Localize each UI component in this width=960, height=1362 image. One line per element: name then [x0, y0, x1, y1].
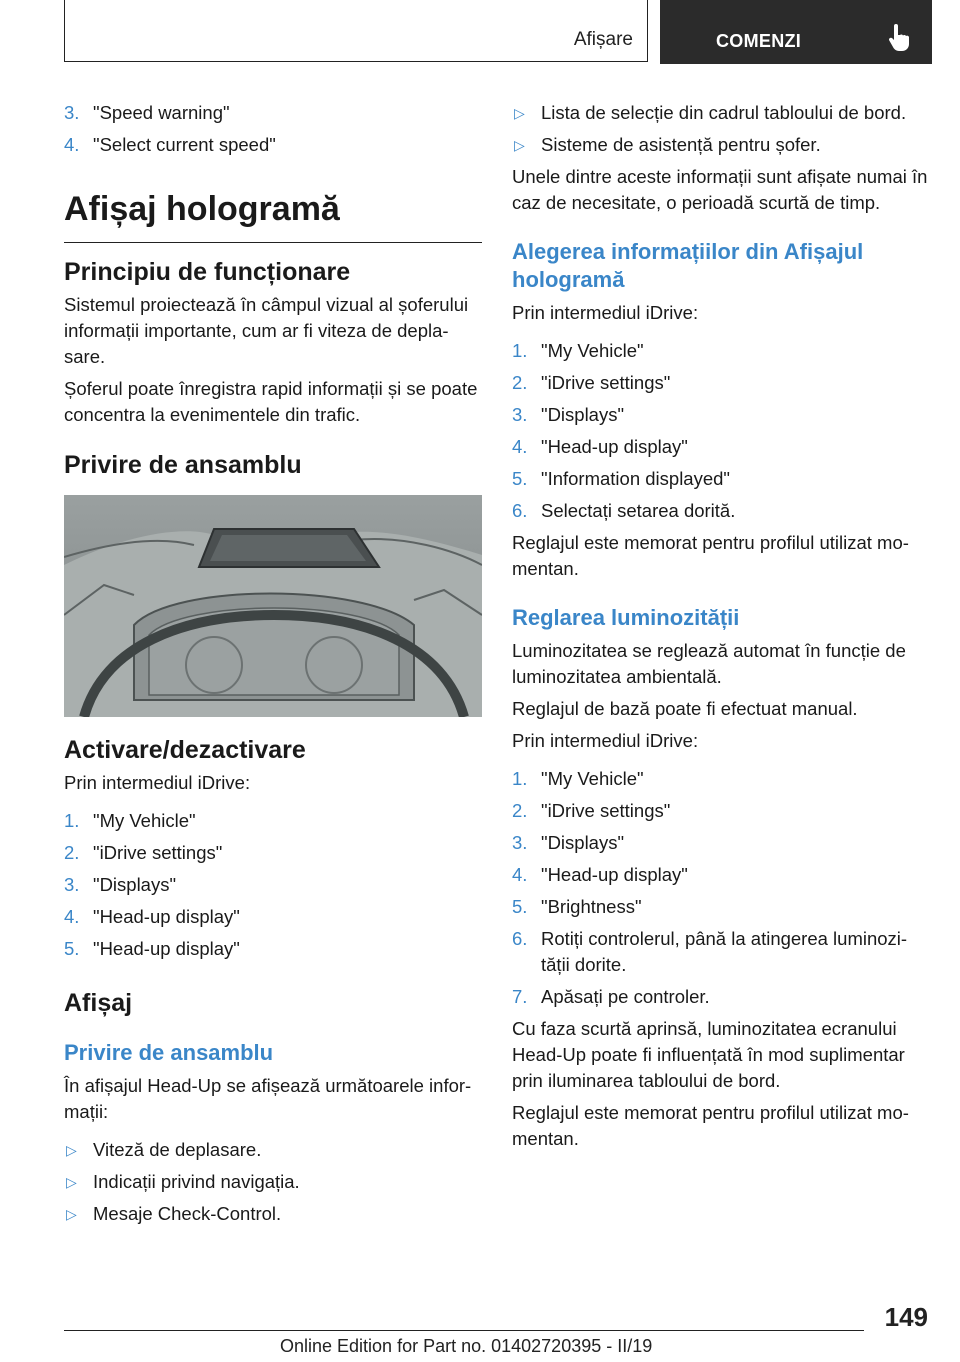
bullet-text: Indicații privind navigația. [93, 1171, 300, 1192]
brightness-paragraph-1: Luminozitatea se reglează automat în funcție de luminozitatea ambientală. [512, 640, 906, 687]
list-item [512, 984, 930, 1010]
list-number: 2. [512, 372, 528, 393]
list-number: 5. [512, 468, 528, 489]
edition-text: Online Edition for Part no. 01402720395 - II/19 [280, 1336, 653, 1356]
dashboard-illustration [64, 495, 482, 717]
list-item [512, 830, 930, 856]
list-text: Apăsați pe controler. [541, 986, 710, 1007]
list-number: 4. [64, 134, 80, 155]
list-number: 7. [512, 986, 528, 1007]
list-text: "Displays" [541, 832, 625, 853]
choose-note: Reglajul este memorat pentru profilul utilizat mo-mentan. [512, 532, 909, 579]
list-text: "Select current speed" [93, 134, 276, 155]
list-text: "iDrive settings" [541, 800, 671, 821]
title-rule [64, 242, 482, 243]
principle-paragraph-2: Șoferul poate înregistra rapid informații și se poate concentra la evenimentele din trafic. [64, 378, 478, 425]
footer-rule [64, 1330, 864, 1331]
list-item [64, 132, 482, 158]
bullet-text: Viteză de deplasare. [93, 1139, 262, 1160]
list-text: "Head-up display" [541, 436, 688, 457]
bullet-triangle-icon: ▷ [514, 137, 525, 153]
principle-paragraph-1: Sistemul proiectează în câmpul vizual al șoferului informații importante, cum ar fi viteza de depla-sare. [64, 294, 469, 367]
list-text: "Head-up display" [541, 864, 688, 885]
list-number: 6. [512, 928, 528, 949]
chapter-title: Afișaj hologramă [64, 190, 340, 228]
list-text: "iDrive settings" [541, 372, 671, 393]
list-item [64, 872, 482, 898]
commands-tab[interactable] [660, 0, 932, 64]
right-column [512, 100, 930, 1158]
list-item [512, 894, 930, 920]
list-text: "Information displayed" [541, 468, 730, 489]
list-item [512, 338, 930, 364]
list-text: Rotiți controlerul, până la atingerea luminozi-tății dorite. [541, 928, 908, 975]
list-text: "Displays" [93, 874, 177, 895]
list-item [512, 498, 930, 524]
list-text: "My Vehicle" [541, 768, 644, 789]
list-text: "Head-up display" [93, 938, 240, 959]
bullet-item [512, 132, 930, 158]
bullet-triangle-icon: ▷ [66, 1174, 77, 1190]
display-paragraph: În afișajul Head-Up se afișează următoarele infor-mații: [64, 1075, 472, 1122]
list-text: "Head-up display" [93, 906, 240, 927]
bullet-triangle-icon: ▷ [66, 1142, 77, 1158]
left-column [64, 100, 482, 1233]
brightness-note: Reglajul este memorat pentru profilul utilizat mo-mentan. [512, 1102, 909, 1149]
list-item [512, 370, 930, 396]
list-number: 3. [512, 832, 528, 853]
activation-intro: Prin intermediul iDrive: [64, 772, 251, 793]
list-text: "My Vehicle" [93, 810, 196, 831]
list-number: 2. [512, 800, 528, 821]
principle-heading: Principiu de funcționare [64, 258, 351, 286]
list-number: 4. [64, 906, 80, 927]
list-item [64, 936, 482, 962]
list-text: Selectați setarea dorită. [541, 500, 736, 521]
brightness-intro: Prin intermediul iDrive: [512, 730, 699, 751]
list-text: "Speed warning" [93, 102, 230, 123]
list-text: "iDrive settings" [93, 842, 223, 863]
list-item [64, 808, 482, 834]
bullet-item [64, 1169, 482, 1195]
list-item [512, 434, 930, 460]
brightness-paragraph-3: Cu faza scurtă aprinsă, luminozitatea ecranului Head-Up poate fi influențată în mod suplimentar prin iluminarea tabloului de bord. [512, 1018, 905, 1091]
display-overview-heading: Privire de ansamblu [64, 1040, 274, 1065]
list-number: 1. [512, 768, 528, 789]
brightness-paragraph-2: Reglajul de bază poate fi efectuat manual. [512, 698, 858, 719]
list-number: 3. [64, 102, 80, 123]
list-number: 3. [512, 404, 528, 425]
page-header [64, 0, 932, 64]
brightness-heading: Reglarea luminozității [512, 605, 740, 630]
choose-info-heading: Alegerea informațiilor din Afișajul hologramă [512, 239, 864, 292]
bullet-item [64, 1201, 482, 1227]
list-item [512, 766, 930, 792]
bullet-triangle-icon: ▷ [514, 105, 525, 121]
list-text: "Brightness" [541, 896, 642, 917]
list-number: 2. [64, 842, 80, 863]
list-item [64, 904, 482, 930]
list-number: 5. [512, 896, 528, 917]
list-text: "My Vehicle" [541, 340, 644, 361]
hud-dashboard-figure [64, 495, 482, 717]
bullet-text: Sisteme de asistență pentru șofer. [541, 134, 821, 155]
bullet-text: Lista de selecție din cadrul tabloului de bord. [541, 102, 907, 123]
display-heading: Afișaj [64, 989, 133, 1017]
choose-intro: Prin intermediul iDrive: [512, 302, 699, 323]
overview-heading: Privire de ansamblu [64, 451, 302, 479]
bullet-triangle-icon: ▷ [66, 1206, 77, 1222]
list-item [512, 798, 930, 824]
list-item [512, 862, 930, 888]
commands-label: COMENZI [716, 31, 802, 51]
list-item [64, 100, 482, 126]
bullet-text: Mesaje Check-Control. [93, 1203, 282, 1224]
list-number: 1. [64, 810, 80, 831]
activation-heading: Activare/dezactivare [64, 736, 306, 764]
list-number: 5. [64, 938, 80, 959]
section-tab[interactable] [64, 0, 648, 62]
pointing-hand-icon [888, 24, 910, 52]
list-number: 4. [512, 436, 528, 457]
list-number: 3. [64, 874, 80, 895]
list-text: "Displays" [541, 404, 625, 425]
bullet-item [64, 1137, 482, 1163]
list-item [512, 466, 930, 492]
list-number: 4. [512, 864, 528, 885]
list-number: 6. [512, 500, 528, 521]
list-item [512, 926, 930, 978]
info-paragraph: Unele dintre aceste informații sunt afișate numai în caz de necesitate, o perioadă scurtă de timp. [512, 166, 928, 213]
list-item [64, 840, 482, 866]
list-number: 1. [512, 340, 528, 361]
page-number: 149 [884, 1302, 928, 1332]
bullet-item [512, 100, 930, 126]
list-item [512, 402, 930, 428]
section-label: Afișare [573, 29, 633, 50]
